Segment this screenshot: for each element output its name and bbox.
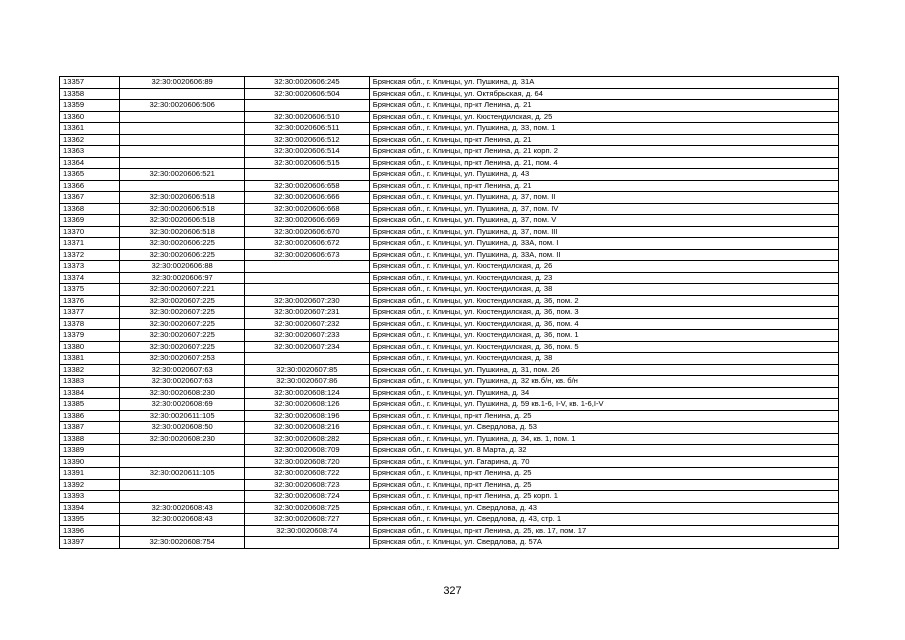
row-number-cell: 13376 bbox=[60, 295, 120, 307]
table-row bbox=[60, 445, 839, 457]
table-row bbox=[60, 284, 839, 296]
row-number-cell: 13357 bbox=[60, 77, 120, 89]
address-cell: Брянская обл., г. Клинцы, ул. Кюстендилская, д. 36, пом. 4 bbox=[369, 318, 838, 330]
parcel-number-cell bbox=[120, 479, 245, 491]
row-number-cell: 13358 bbox=[60, 88, 120, 100]
object-number-cell bbox=[245, 353, 370, 365]
address-cell: Брянская обл., г. Клинцы, пр-кт Ленина, д. 21 bbox=[369, 180, 838, 192]
table-row bbox=[60, 387, 839, 399]
table-row bbox=[60, 410, 839, 422]
object-number-cell: 32:30:0020608:722 bbox=[245, 468, 370, 480]
address-cell: Брянская обл., г. Клинцы, ул. Кюстендилская, д. 36, пом. 1 bbox=[369, 330, 838, 342]
row-number-cell: 13364 bbox=[60, 157, 120, 169]
object-number-cell: 32:30:0020606:670 bbox=[245, 226, 370, 238]
parcel-number-cell bbox=[120, 146, 245, 158]
table-row bbox=[60, 261, 839, 273]
table-row bbox=[60, 249, 839, 261]
address-cell: Брянская обл., г. Клинцы, ул. Кюстендилская, д. 36, пом. 2 bbox=[369, 295, 838, 307]
table-row bbox=[60, 203, 839, 215]
object-number-cell: 32:30:0020606:672 bbox=[245, 238, 370, 250]
object-number-cell: 32:30:0020607:85 bbox=[245, 364, 370, 376]
address-cell: Брянская обл., г. Клинцы, ул. Кюстендилская, д. 25 bbox=[369, 111, 838, 123]
address-cell: Брянская обл., г. Клинцы, ул. Пушкина, д. 37, пом. IV bbox=[369, 203, 838, 215]
address-cell: Брянская обл., г. Клинцы, ул. Кюстендилская, д. 38 bbox=[369, 284, 838, 296]
address-cell: Брянская обл., г. Клинцы, ул. Пушкина, д. 59 кв.1-6, I-V, кв. 1-6,I-V bbox=[369, 399, 838, 411]
row-number-cell: 13390 bbox=[60, 456, 120, 468]
address-cell: Брянская обл., г. Клинцы, пр-кт Ленина, д. 25 bbox=[369, 468, 838, 480]
address-cell: Брянская обл., г. Клинцы, ул. Пушкина, д. 33А, пом. I bbox=[369, 238, 838, 250]
object-number-cell: 32:30:0020608:282 bbox=[245, 433, 370, 445]
row-number-cell: 13387 bbox=[60, 422, 120, 434]
row-number-cell: 13393 bbox=[60, 491, 120, 503]
parcel-number-cell: 32:30:0020607:225 bbox=[120, 295, 245, 307]
object-number-cell: 32:30:0020608:74 bbox=[245, 525, 370, 537]
parcel-number-cell: 32:30:0020606:88 bbox=[120, 261, 245, 273]
object-number-cell: 32:30:0020608:124 bbox=[245, 387, 370, 399]
row-number-cell: 13391 bbox=[60, 468, 120, 480]
address-cell: Брянская обл., г. Клинцы, ул. Свердлова, д. 53 bbox=[369, 422, 838, 434]
row-number-cell: 13394 bbox=[60, 502, 120, 514]
row-number-cell: 13373 bbox=[60, 261, 120, 273]
table-row bbox=[60, 295, 839, 307]
object-number-cell: 32:30:0020608:725 bbox=[245, 502, 370, 514]
object-number-cell bbox=[245, 272, 370, 284]
object-number-cell: 32:30:0020608:727 bbox=[245, 514, 370, 526]
object-number-cell: 32:30:0020606:515 bbox=[245, 157, 370, 169]
parcel-number-cell: 32:30:0020606:225 bbox=[120, 238, 245, 250]
parcel-number-cell: 32:30:0020606:521 bbox=[120, 169, 245, 181]
table-row bbox=[60, 77, 839, 89]
parcel-number-cell: 32:30:0020608:754 bbox=[120, 537, 245, 549]
address-cell: Брянская обл., г. Клинцы, пр-кт Ленина, д. 21, пом. 4 bbox=[369, 157, 838, 169]
parcel-number-cell bbox=[120, 180, 245, 192]
address-cell: Брянская обл., г. Клинцы, ул. Кюстендилская, д. 36, пом. 5 bbox=[369, 341, 838, 353]
table-row bbox=[60, 146, 839, 158]
row-number-cell: 13385 bbox=[60, 399, 120, 411]
table-body bbox=[60, 77, 839, 549]
object-number-cell: 32:30:0020607:230 bbox=[245, 295, 370, 307]
object-number-cell bbox=[245, 261, 370, 273]
table-row bbox=[60, 514, 839, 526]
row-number-cell: 13389 bbox=[60, 445, 120, 457]
table-row bbox=[60, 433, 839, 445]
address-cell: Брянская обл., г. Клинцы, ул. Пушкина, д. 37, пом. III bbox=[369, 226, 838, 238]
object-number-cell: 32:30:0020606:666 bbox=[245, 192, 370, 204]
parcel-number-cell: 32:30:0020608:230 bbox=[120, 433, 245, 445]
row-number-cell: 13386 bbox=[60, 410, 120, 422]
object-number-cell: 32:30:0020608:723 bbox=[245, 479, 370, 491]
parcel-number-cell: 32:30:0020607:225 bbox=[120, 330, 245, 342]
object-number-cell: 32:30:0020608:709 bbox=[245, 445, 370, 457]
table-row bbox=[60, 111, 839, 123]
parcel-number-cell: 32:30:0020606:518 bbox=[120, 226, 245, 238]
table-row bbox=[60, 100, 839, 112]
parcel-number-cell bbox=[120, 157, 245, 169]
address-cell: Брянская обл., г. Клинцы, ул. Гагарина, д. 70 bbox=[369, 456, 838, 468]
object-number-cell: 32:30:0020606:510 bbox=[245, 111, 370, 123]
address-cell: Брянская обл., г. Клинцы, пр-кт Ленина, д. 21 корп. 2 bbox=[369, 146, 838, 158]
object-number-cell bbox=[245, 169, 370, 181]
address-cell: Брянская обл., г. Клинцы, ул. Пушкина, д. 31А bbox=[369, 77, 838, 89]
parcel-number-cell: 32:30:0020607:225 bbox=[120, 307, 245, 319]
row-number-cell: 13366 bbox=[60, 180, 120, 192]
parcel-number-cell: 32:30:0020606:97 bbox=[120, 272, 245, 284]
address-cell: Брянская обл., г. Клинцы, ул. Пушкина, д. 33А, пом. II bbox=[369, 249, 838, 261]
address-cell: Брянская обл., г. Клинцы, пр-кт Ленина, д. 21 bbox=[369, 100, 838, 112]
table-row bbox=[60, 341, 839, 353]
parcel-number-cell: 32:30:0020606:518 bbox=[120, 203, 245, 215]
parcel-number-cell: 32:30:0020608:69 bbox=[120, 399, 245, 411]
object-number-cell: 32:30:0020608:126 bbox=[245, 399, 370, 411]
address-cell: Брянская обл., г. Клинцы, пр-кт Ленина, д. 25 корп. 1 bbox=[369, 491, 838, 503]
address-cell: Брянская обл., г. Клинцы, ул. Пушкина, д. 31, пом. 26 bbox=[369, 364, 838, 376]
table-row bbox=[60, 215, 839, 227]
object-number-cell: 32:30:0020607:234 bbox=[245, 341, 370, 353]
row-number-cell: 13395 bbox=[60, 514, 120, 526]
table-row bbox=[60, 422, 839, 434]
table-row bbox=[60, 180, 839, 192]
table-row bbox=[60, 468, 839, 480]
table-row bbox=[60, 479, 839, 491]
page-number: 327 bbox=[443, 585, 462, 597]
row-number-cell: 13377 bbox=[60, 307, 120, 319]
row-number-cell: 13383 bbox=[60, 376, 120, 388]
address-cell: Брянская обл., г. Клинцы, ул. Пушкина, д. 37, пом. V bbox=[369, 215, 838, 227]
row-number-cell: 13396 bbox=[60, 525, 120, 537]
address-cell: Брянская обл., г. Клинцы, ул. Октябрьская, д. 64 bbox=[369, 88, 838, 100]
parcel-number-cell: 32:30:0020606:518 bbox=[120, 192, 245, 204]
address-cell: Брянская обл., г. Клинцы, ул. Пушкина, д. 43 bbox=[369, 169, 838, 181]
parcel-number-cell: 32:30:0020608:43 bbox=[120, 502, 245, 514]
address-cell: Брянская обл., г. Клинцы, ул. Пушкина, д. 34 bbox=[369, 387, 838, 399]
row-number-cell: 13368 bbox=[60, 203, 120, 215]
row-number-cell: 13384 bbox=[60, 387, 120, 399]
parcel-number-cell bbox=[120, 88, 245, 100]
object-number-cell: 32:30:0020608:720 bbox=[245, 456, 370, 468]
parcel-number-cell bbox=[120, 123, 245, 135]
table-row bbox=[60, 364, 839, 376]
object-number-cell: 32:30:0020606:658 bbox=[245, 180, 370, 192]
parcel-number-cell: 32:30:0020608:43 bbox=[120, 514, 245, 526]
row-number-cell: 13375 bbox=[60, 284, 120, 296]
object-number-cell: 32:30:0020607:86 bbox=[245, 376, 370, 388]
row-number-cell: 13380 bbox=[60, 341, 120, 353]
table-row bbox=[60, 88, 839, 100]
table-row bbox=[60, 456, 839, 468]
table-row bbox=[60, 330, 839, 342]
address-cell: Брянская обл., г. Клинцы, ул. Пушкина, д. 32 кв.б/н, кв. б/н bbox=[369, 376, 838, 388]
table-row bbox=[60, 399, 839, 411]
row-number-cell: 13374 bbox=[60, 272, 120, 284]
table-row bbox=[60, 272, 839, 284]
address-cell: Брянская обл., г. Клинцы, пр-кт Ленина, д. 25 bbox=[369, 479, 838, 491]
address-cell: Брянская обл., г. Клинцы, пр-кт Ленина, д. 21 bbox=[369, 134, 838, 146]
object-number-cell: 32:30:0020606:514 bbox=[245, 146, 370, 158]
object-number-cell: 32:30:0020606:673 bbox=[245, 249, 370, 261]
table-row bbox=[60, 169, 839, 181]
address-cell: Брянская обл., г. Клинцы, ул. Пушкина, д. 33, пом. 1 bbox=[369, 123, 838, 135]
table-row bbox=[60, 238, 839, 250]
table-row bbox=[60, 537, 839, 549]
parcel-number-cell bbox=[120, 134, 245, 146]
row-number-cell: 13369 bbox=[60, 215, 120, 227]
address-cell: Брянская обл., г. Клинцы, ул. Кюстендилская, д. 36, пом. 3 bbox=[369, 307, 838, 319]
parcel-number-cell: 32:30:0020608:230 bbox=[120, 387, 245, 399]
parcel-number-cell: 32:30:0020607:63 bbox=[120, 376, 245, 388]
address-cell: Брянская обл., г. Клинцы, пр-кт Ленина, д. 25, кв. 17, пом. 17 bbox=[369, 525, 838, 537]
parcel-number-cell: 32:30:0020607:253 bbox=[120, 353, 245, 365]
object-number-cell: 32:30:0020607:232 bbox=[245, 318, 370, 330]
parcel-number-cell bbox=[120, 445, 245, 457]
table-row bbox=[60, 192, 839, 204]
parcel-number-cell bbox=[120, 456, 245, 468]
row-number-cell: 13367 bbox=[60, 192, 120, 204]
address-cell: Брянская обл., г. Клинцы, ул. Кюстендилская, д. 23 bbox=[369, 272, 838, 284]
object-number-cell bbox=[245, 537, 370, 549]
table-row bbox=[60, 318, 839, 330]
table-row bbox=[60, 353, 839, 365]
object-number-cell: 32:30:0020606:512 bbox=[245, 134, 370, 146]
table-row bbox=[60, 525, 839, 537]
object-number-cell: 32:30:0020607:231 bbox=[245, 307, 370, 319]
object-number-cell bbox=[245, 284, 370, 296]
row-number-cell: 13397 bbox=[60, 537, 120, 549]
address-cell: Брянская обл., г. Клинцы, ул. Свердлова, д. 57А bbox=[369, 537, 838, 549]
object-number-cell: 32:30:0020606:245 bbox=[245, 77, 370, 89]
object-number-cell: 32:30:0020608:196 bbox=[245, 410, 370, 422]
row-number-cell: 13359 bbox=[60, 100, 120, 112]
parcel-number-cell bbox=[120, 525, 245, 537]
row-number-cell: 13370 bbox=[60, 226, 120, 238]
row-number-cell: 13379 bbox=[60, 330, 120, 342]
row-number-cell: 13371 bbox=[60, 238, 120, 250]
address-cell: Брянская обл., г. Клинцы, ул. Кюстендилская, д. 26 bbox=[369, 261, 838, 273]
row-number-cell: 13392 bbox=[60, 479, 120, 491]
table-row bbox=[60, 134, 839, 146]
parcel-number-cell bbox=[120, 491, 245, 503]
object-number-cell: 32:30:0020608:216 bbox=[245, 422, 370, 434]
parcel-number-cell: 32:30:0020607:225 bbox=[120, 318, 245, 330]
table-row bbox=[60, 307, 839, 319]
parcel-number-cell bbox=[120, 111, 245, 123]
parcel-number-cell: 32:30:0020607:225 bbox=[120, 341, 245, 353]
parcel-number-cell: 32:30:0020611:105 bbox=[120, 410, 245, 422]
object-number-cell: 32:30:0020607:233 bbox=[245, 330, 370, 342]
parcel-number-cell: 32:30:0020606:89 bbox=[120, 77, 245, 89]
parcel-number-cell: 32:30:0020606:518 bbox=[120, 215, 245, 227]
address-cell: Брянская обл., г. Клинцы, ул. Пушкина, д. 34, кв. 1, пом. 1 bbox=[369, 433, 838, 445]
table-row bbox=[60, 502, 839, 514]
parcel-number-cell: 32:30:0020607:221 bbox=[120, 284, 245, 296]
object-number-cell bbox=[245, 100, 370, 112]
parcel-number-cell: 32:30:0020611:105 bbox=[120, 468, 245, 480]
row-number-cell: 13365 bbox=[60, 169, 120, 181]
row-number-cell: 13378 bbox=[60, 318, 120, 330]
row-number-cell: 13361 bbox=[60, 123, 120, 135]
table-row bbox=[60, 376, 839, 388]
row-number-cell: 13381 bbox=[60, 353, 120, 365]
cadastral-table bbox=[59, 76, 839, 549]
row-number-cell: 13388 bbox=[60, 433, 120, 445]
row-number-cell: 13382 bbox=[60, 364, 120, 376]
object-number-cell: 32:30:0020606:669 bbox=[245, 215, 370, 227]
address-cell: Брянская обл., г. Клинцы, ул. Свердлова, д. 43, стр. 1 bbox=[369, 514, 838, 526]
address-cell: Брянская обл., г. Клинцы, ул. Свердлова, д. 43 bbox=[369, 502, 838, 514]
parcel-number-cell: 32:30:0020608:50 bbox=[120, 422, 245, 434]
parcel-number-cell: 32:30:0020607:63 bbox=[120, 364, 245, 376]
address-cell: Брянская обл., г. Клинцы, ул. Кюстендилская, д. 38 bbox=[369, 353, 838, 365]
object-number-cell: 32:30:0020606:668 bbox=[245, 203, 370, 215]
table-row bbox=[60, 491, 839, 503]
parcel-number-cell: 32:30:0020606:225 bbox=[120, 249, 245, 261]
row-number-cell: 13372 bbox=[60, 249, 120, 261]
parcel-number-cell: 32:30:0020606:506 bbox=[120, 100, 245, 112]
table-row bbox=[60, 123, 839, 135]
address-cell: Брянская обл., г. Клинцы, ул. Пушкина, д. 37, пом. II bbox=[369, 192, 838, 204]
row-number-cell: 13362 bbox=[60, 134, 120, 146]
object-number-cell: 32:30:0020606:511 bbox=[245, 123, 370, 135]
row-number-cell: 13360 bbox=[60, 111, 120, 123]
object-number-cell: 32:30:0020606:504 bbox=[245, 88, 370, 100]
address-cell: Брянская обл., г. Клинцы, ул. 8 Марта, д. 32 bbox=[369, 445, 838, 457]
row-number-cell: 13363 bbox=[60, 146, 120, 158]
table-row bbox=[60, 157, 839, 169]
address-cell: Брянская обл., г. Клинцы, пр-кт Ленина, д. 25 bbox=[369, 410, 838, 422]
object-number-cell: 32:30:0020608:724 bbox=[245, 491, 370, 503]
table-row bbox=[60, 226, 839, 238]
